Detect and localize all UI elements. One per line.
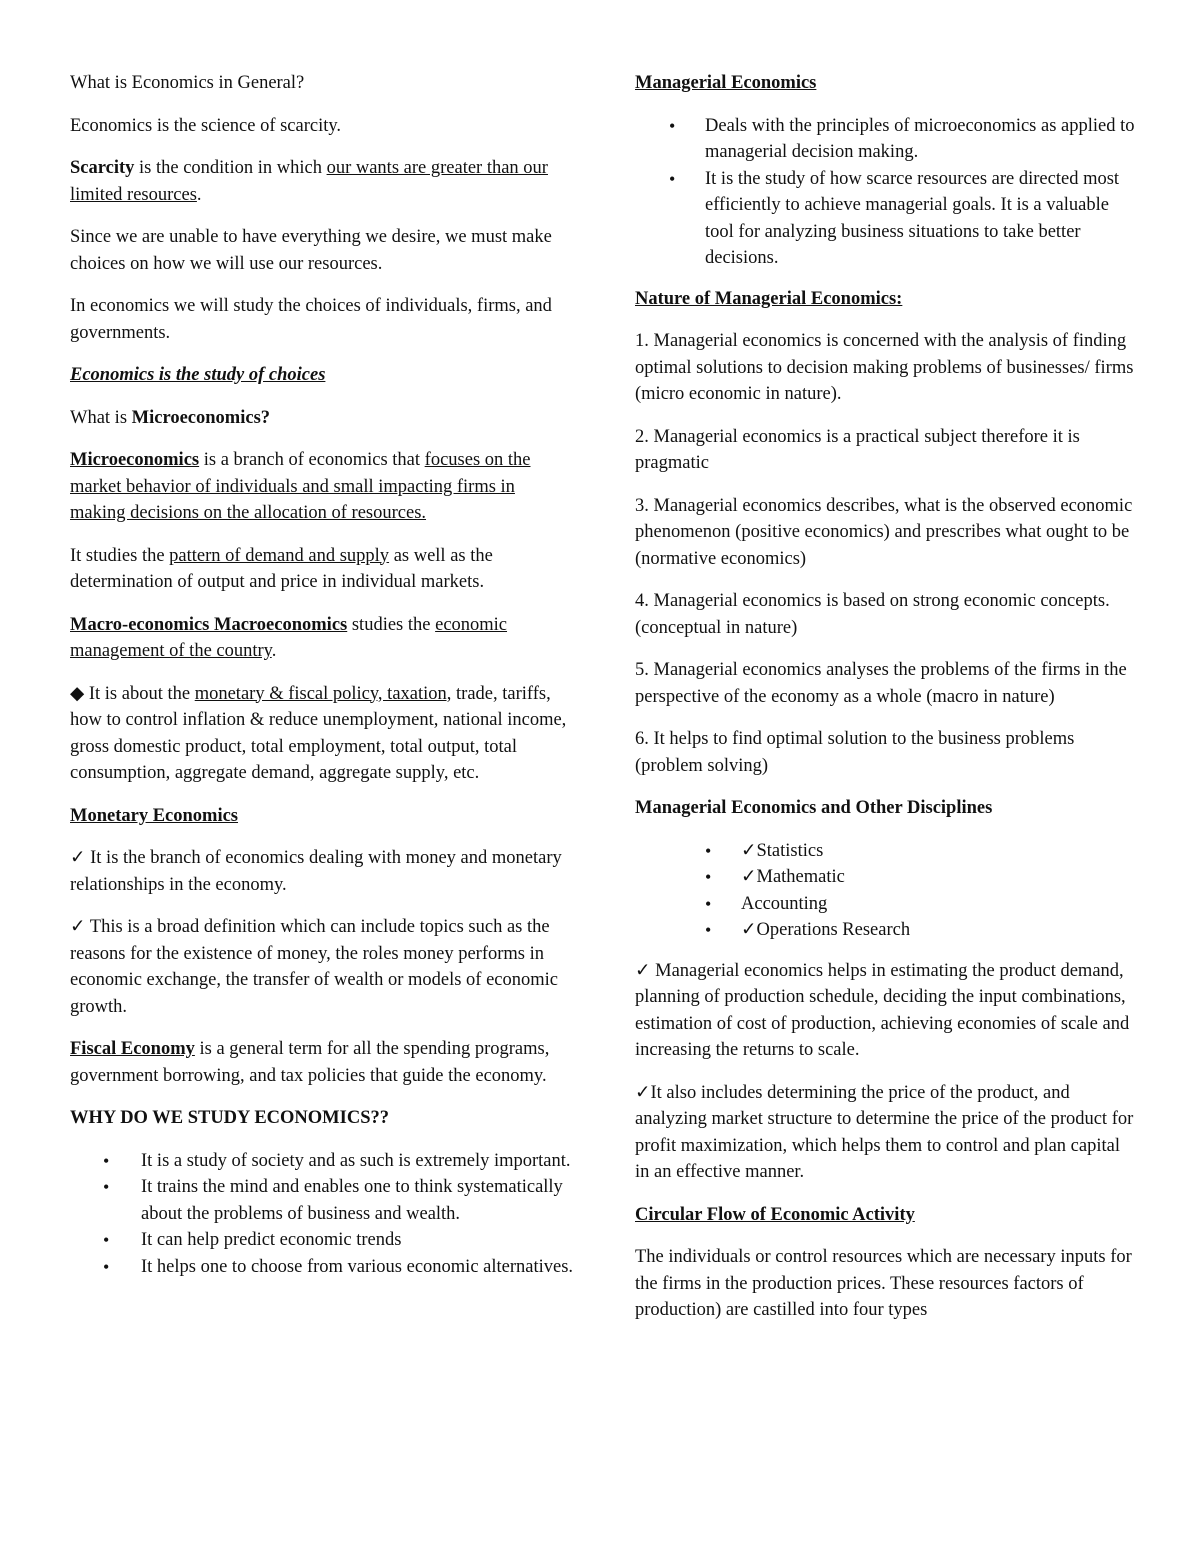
why-study-heading: WHY DO WE STUDY ECONOMICS?? <box>70 1108 389 1128</box>
managerial-helps-paragraph: ✓ Managerial economics helps in estimating the product demand, planning of production schedule, deciding the input combinations, estimation of cost of production, achieving economies of scale and increasing the returns to scale. <box>635 960 1130 1060</box>
scarcity-term: Scarcity <box>70 158 135 178</box>
scarcity-paragraph: Scarcity is the condition in which our wants are greater than our limited resources. <box>70 158 548 205</box>
study-choices-paragraph: In economics we will study the choices of individuals, firms, and governments. <box>70 296 552 343</box>
scarcity-underlined: our wants are greater than our limited resources <box>70 158 548 205</box>
monetary-point-1: ✓ It is the branch of economics dealing with money and monetary relationships in the economy. <box>70 848 562 895</box>
microeconomics-term: Microeconomics <box>70 450 200 470</box>
list-item: • Accounting <box>635 891 1135 918</box>
nature-heading: Nature of Managerial Economics: <box>635 288 903 309</box>
managerial-economics-heading: Managerial Economics <box>635 73 817 93</box>
nature-item-4: 4. Managerial economics is based on strong economic concepts. (conceptual in nature) <box>635 591 1110 638</box>
microeconomics-definition: Microeconomics is a branch of economics that focuses on the market behavior of individuals and small impacting firms in making decisions on the allocation of resources. <box>70 450 531 523</box>
macroeconomics-term: Macro-economics Macroeconomics <box>70 614 348 635</box>
list-item: • ✓Statistics <box>635 838 1135 865</box>
fiscal-economy-term: Fiscal Economy <box>70 1039 195 1059</box>
list-item: • Deals with the principles of microeconomics as applied to managerial decision making. <box>635 113 1135 166</box>
list-item: • ✓Mathematic <box>635 864 1135 891</box>
macroeconomics-topics: ◆ It is about the monetary & fiscal policy, taxation, trade, tariffs, how to control inflation & reduce unemployment, national income, gross domestic product, total employment, total output, total consumption, aggregate demand, aggregate supply, etc. <box>70 683 567 783</box>
nature-item-1: 1. Managerial economics is concerned with the analysis of finding optimal solutions to decision making problems of businesses/ firms (micro economic in nature). <box>635 331 1134 404</box>
nature-item-6: 6. It helps to find optimal solution to the business problems (problem solving) <box>635 729 1075 776</box>
managerial-economics-list <box>635 113 1135 272</box>
nature-item-2: 2. Managerial economics is a practical subject therefore it is pragmatic <box>635 426 1080 473</box>
fiscal-economy-paragraph: Fiscal Economy is a general term for all the spending programs, government borrowing, and tax policies that guide the economy. <box>70 1039 550 1086</box>
circular-flow-heading: Circular Flow of Economic Activity <box>635 1204 915 1225</box>
choices-paragraph: Since we are unable to have everything we desire, we must make choices on how we will use our resources. <box>70 227 552 274</box>
right-column <box>635 70 1135 1340</box>
pricing-paragraph: ✓It also includes determining the price of the product, and analyzing market structure to determine the price of the product for profit maximization, which helps them to control and plan capital in an effective manner. <box>635 1082 1134 1182</box>
macroeconomics-paragraph: Macro-economics Macroeconomics studies the economic management of the country. <box>70 614 508 661</box>
demand-supply-paragraph: It studies the pattern of demand and supply as well as the determination of output and price in individual markets. <box>70 545 493 592</box>
monetary-point-2: ✓ This is a broad definition which can include topics such as the reasons for the existence of money, the roles money performs in economic exchange, the transfer of wealth or models of economic growth. <box>70 917 559 1017</box>
list-item: • It is the study of how scarce resources are directed most efficiently to achieve managerial goals. It is a valuable tool for analyzing business situations to take better decisions. <box>635 166 1135 272</box>
circular-flow-paragraph: The individuals or control resources which are necessary inputs for the firms in the production prices. These resources factors of production) are castilled into four types <box>635 1247 1132 1320</box>
list-item: • ✓Operations Research <box>635 917 1135 944</box>
disciplines-heading: Managerial Economics and Other Disciplines <box>635 798 993 818</box>
nature-item-3: 3. Managerial economics describes, what is the observed economic phenomenon (positive economics) and prescribes what ought to be (normative economics) <box>635 495 1133 569</box>
why-study-list <box>70 1148 575 1281</box>
disciplines-list <box>635 838 1135 944</box>
list-item: • It is a study of society and as such is extremely important. <box>70 1148 575 1175</box>
list-item: • It can help predict economic trends <box>70 1227 575 1254</box>
nature-item-5: 5. Managerial economics analyses the problems of the firms in the perspective of the economy as a whole (macro in nature) <box>635 660 1127 707</box>
economics-definition: Economics is the science of scarcity. <box>70 115 342 136</box>
monetary-economics-heading: Monetary Economics <box>70 805 239 826</box>
list-item: • It trains the mind and enables one to think systematically about the problems of business and wealth. <box>70 1174 575 1227</box>
list-item: • It helps one to choose from various economic alternatives. <box>70 1254 575 1281</box>
left-column <box>70 70 575 1294</box>
economics-study-of-choices: Economics is the study of choices <box>70 365 326 385</box>
question-microeconomics: What is Microeconomics? <box>70 407 271 428</box>
question-economics-general: What is Economics in General? <box>70 73 305 93</box>
